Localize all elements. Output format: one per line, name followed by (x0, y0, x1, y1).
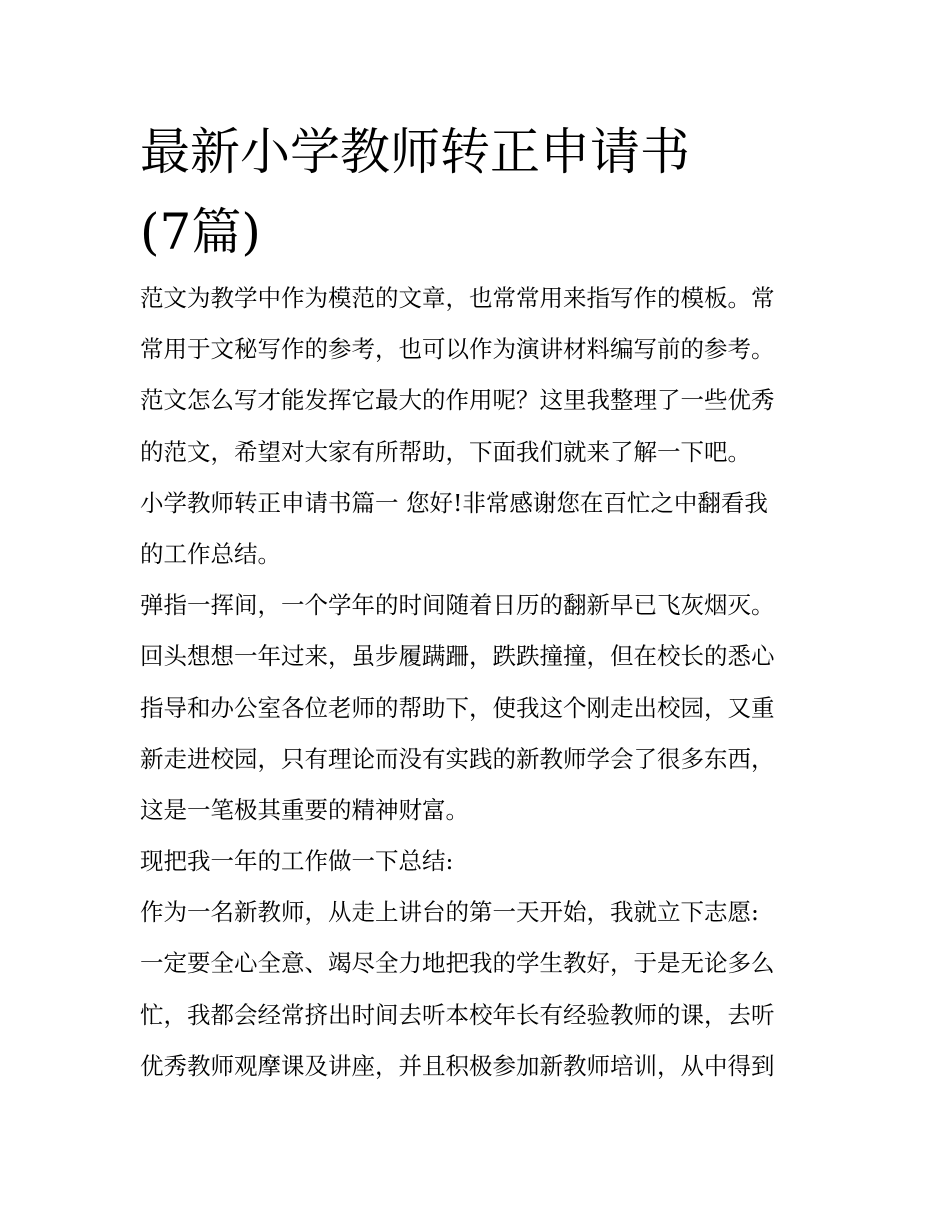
body-line: 范文怎么写才能发挥它最大的作用呢？这里我整理了一些优秀 (140, 386, 775, 415)
body-line: 指导和办公室各位老师的帮助下，使我这个刚走出校园，又重 (140, 693, 775, 722)
body-line: 忙，我都会经常挤出时间去听本校年长有经验教师的课，去听 (140, 1000, 775, 1029)
document-title: 最新小学教师转正申请书(7篇) (140, 123, 690, 261)
document-body (140, 273, 830, 1092)
body-line: 作为一名新教师，从走上讲台的第一天开始，我就立下志愿: (140, 898, 759, 927)
body-line: 回头想想一年过来，虽步履蹒跚，跌跌撞撞，但在校长的悉心 (140, 642, 775, 671)
body-line: 小学教师转正申请书篇一 您好!非常感谢您在百忙之中翻看我 (140, 488, 768, 517)
body-line: 的范文，希望对大家有所帮助，下面我们就来了解一下吧。 (140, 437, 751, 466)
body-line: 现把我一年的工作做一下总结: (140, 847, 454, 876)
body-line: 的工作总结。 (140, 539, 281, 568)
body-line: 一定要全心全意、竭尽全力地把我的学生教好，于是无论多么 (140, 949, 775, 978)
body-line: 弹指一挥间，一个学年的时间随着日历的翻新早已飞灰烟灭。 (140, 591, 775, 620)
body-line: 这是一笔极其重要的精神财富。 (140, 795, 469, 824)
body-line: 优秀教师观摩课及讲座，并且积极参加新教师培训，从中得到 (140, 1051, 775, 1080)
body-line: 常用于文秘写作的参考，也可以作为演讲材料编写前的参考。 (140, 335, 775, 364)
body-line: 范文为教学中作为模范的文章，也常常用来指写作的模板。常 (140, 284, 775, 312)
body-line: 新走进校园，只有理论而没有实践的新教师学会了很多东西， (140, 744, 775, 773)
